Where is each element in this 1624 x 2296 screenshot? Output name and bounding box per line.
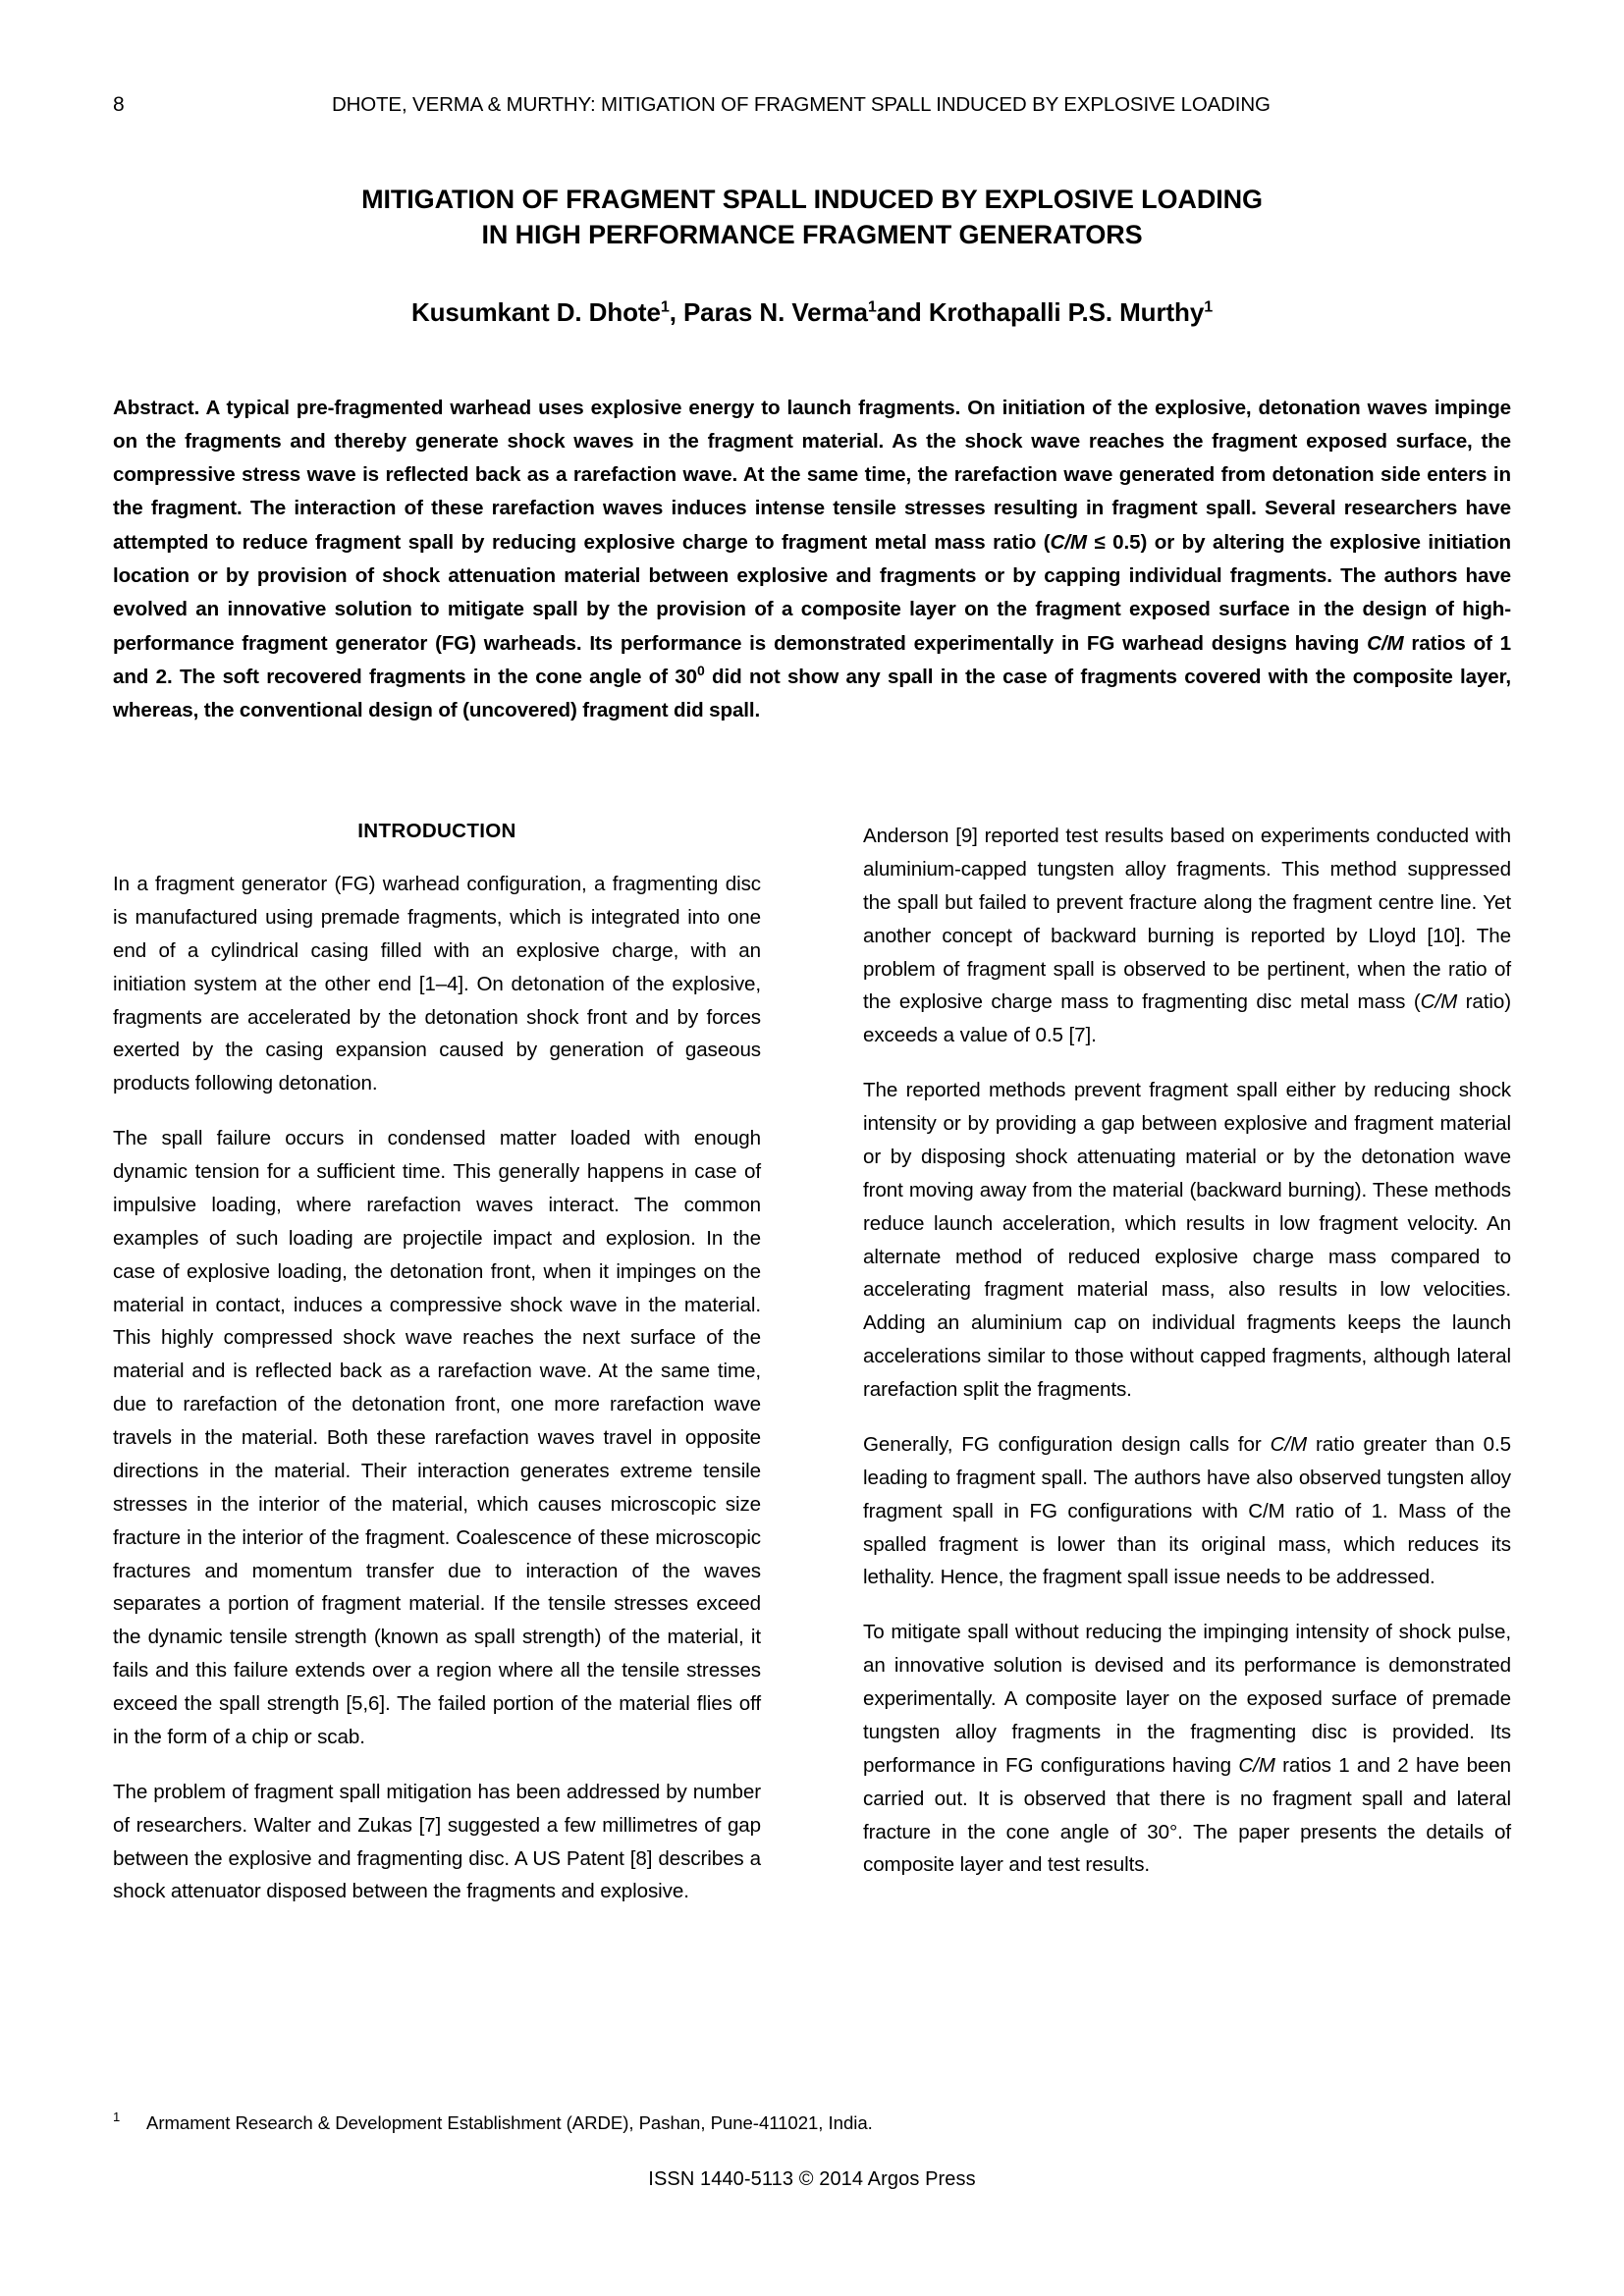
- body-columns: [113, 820, 1511, 2071]
- paragraph-text: To mitigate spall without reducing the impinging intensity of shock pulse, an innovative solution is devised and its performance is demonstrated experimentally. A composite layer on the exposed surface of premade tungsten alloy fragments in the fragmenting disc is provided. Its performance in FG configurations having: [863, 1621, 1511, 1777]
- paragraph: [863, 1074, 1511, 1407]
- paragraph-text: Anderson [9] reported test results based on experiments conducted with aluminium-capped tungsten alloy fragments. This method suppressed the spall but failed to prevent fracture along the fragment centre line. Yet another concept of backward burning is reported by Lloyd [10]. The problem of fragment spall is observed to be pertinent, when the ratio of the explosive charge mass to fragmenting disc metal mass (: [863, 825, 1511, 1014]
- abstract-text-part-3: ratios of 1 and 2. The soft recovered fragments in the cone angle of 30: [113, 631, 1512, 688]
- paragraph-text-cont: ratio greater than 0.5 leading to fragment spall. The authors have also observed tungsten alloy fragment spall in FG configurations with C/M ratio of 1. Mass of the spalled fragment is lower than its original mass, which reduces its lethality. Hence, the fragment spall issue needs to be addressed.: [863, 1432, 1511, 1589]
- paragraph-text: Generally, FG configuration design calls for: [863, 1432, 1271, 1456]
- right-column: [863, 820, 1511, 2071]
- footnote: [113, 2110, 1193, 2137]
- paragraph: The spall failure occurs in condensed matter loaded with enough dynamic tension for a sufficient time. This generally happens in case of impulsive loading, where rarefaction waves interact. The common examples of such loading are projectile impact and explosion. In the case of explosive loading, the detonation front, when it impinges on the material in contact, induces a compressive shock wave in the material. This highly compressed shock wave reaches the next surface of the material and is reflected back as a rarefaction wave. At the same time, due to rarefaction of the detonation front, one more rarefaction wave travels in the material. Both these rarefaction waves travel in opposite directions in the material. Their interaction generates extreme tensile stresses in the interior of the material, which causes microscopic size fracture in the interior of the fragment. Coalescence of these microscopic fractures and momentum transfer due to interaction of the waves separates a portion of fragment material. If the tensile stresses exceed the dynamic tensile strength (known as spall strength) of the material, it fails and this failure extends over a region where all the tensile stresses exceed the spall strength [5,6]. The failed portion of the material flies off in the form of a chip or scab.: [113, 1127, 761, 1748]
- page-number: 8: [113, 93, 125, 116]
- author-list: [128, 297, 1496, 328]
- paragraph: In a fragment generator (FG) warhead configuration, a fragmenting disc is manufactured using premade fragments, which is integrated into one end of a cylindrical casing filled with an explosive charge, with an initiation system at the other end [1–4]. On detonation of the explosive, fragments are accelerated by the detonation shock front and by forces exerted by the casing expansion caused by generation of gaseous products following detonation.: [113, 873, 761, 1095]
- page-title: [157, 183, 1467, 253]
- author-3-name: Krothapalli P.S. Murthy: [928, 297, 1205, 327]
- author-2-affiliation-marker: 1: [867, 297, 877, 316]
- issn-footer: ISSN 1440-5113 © 2014 Argos Press: [648, 2168, 976, 2190]
- paragraph-text-cont: ratios 1 and 2 have been carried out. It is observed that there is no fragment spall and lateral fracture in the cone angle of 30°. The paper presents the details of composite layer and test results.: [863, 1753, 1511, 1877]
- author-2-name: Paras N. Verma: [682, 297, 868, 327]
- abstract-ratio-symbol-2: C/M: [1367, 631, 1404, 655]
- author-separator-1: ,: [669, 297, 683, 327]
- ratio-symbol: C/M: [1420, 990, 1458, 1014]
- footnote-text: Armament Research & Development Establishment (ARDE), Pashan, Pune-411021, India.: [146, 2112, 873, 2133]
- author-1-name: Kusumkant D. Dhote: [410, 297, 661, 327]
- running-header: [113, 93, 1511, 119]
- abstract-ratio-symbol-1: C/M: [1050, 530, 1087, 554]
- section-heading-introduction: INTRODUCTION: [357, 820, 516, 842]
- ratio-symbol: C/M: [1238, 1753, 1275, 1777]
- abstract-label: Abstract.: [113, 396, 200, 419]
- paragraph: [863, 820, 1511, 1052]
- title-line-1: MITIGATION OF FRAGMENT SPALL INDUCED BY EXPLOSIVE LOADING: [361, 185, 1263, 214]
- title-line-2: IN HIGH PERFORMANCE FRAGMENT GENERATORS: [481, 219, 1143, 249]
- ratio-symbol: C/M: [1270, 1432, 1308, 1456]
- paragraph: [863, 1428, 1511, 1594]
- abstract: [113, 392, 1511, 728]
- running-title: DHOTE, VERMA & MURTHY: MITIGATION OF FRAGMENT SPALL INDUCED BY EXPLOSIVE LOADING: [331, 93, 1271, 116]
- footnote-marker: 1: [113, 2109, 121, 2124]
- paragraph: The problem of fragment spall mitigation has been addressed by number of researchers. Walter and Zukas [7] suggested a few millimetres of gap between the explosive and fragmenting disc. A US Patent [8] describes a shock attenuator disposed between the fragments and explosive.: [113, 1780, 761, 1903]
- abstract-degree-marker: 0: [696, 662, 705, 678]
- author-separator-2: and: [876, 297, 929, 327]
- abstract-text-part-1: A typical pre-fragmented warhead uses explosive energy to launch fragments. On initiation of the explosive, detonation waves impinge on the fragments and thereby generate shock waves in the fragment material. As the shock wave reaches the fragment exposed surface, the compressive stress wave is reflected back as a rarefaction wave. At the same time, the rarefaction wave generated from detonation side enters in the fragment. The interaction of these rarefaction waves induces intense tensile stresses resulting in fragment spall. Several researchers have attempted to reduce fragment spall by reducing explosive charge to fragment metal mass ratio (: [113, 396, 1511, 554]
- paragraph-text-cont: ratio) exceeds a value of 0.5 [7].: [863, 990, 1511, 1047]
- author-3-affiliation-marker: 1: [1204, 297, 1214, 316]
- paragraph-text: The reported methods prevent fragment spall either by reducing shock intensity or by providing a gap between explosive and fragment material or by disposing shock attenuating material or by the detonation wave front moving away from the material (backward burning). These methods reduce launch acceleration, which results in low fragment velocity. An alternate method of reduced explosive charge mass compared to accelerating fragment material mass, also results in low velocities. Adding an aluminium cap on individual fragments keeps the launch accelerations similar to those without capped fragments, although lateral rarefaction split the fragments.: [863, 1079, 1511, 1401]
- paragraph: [863, 1616, 1511, 1882]
- author-1-affiliation-marker: 1: [660, 297, 670, 316]
- left-column: [113, 820, 761, 2071]
- abstract-text-part-4: did not show any spall in the case of fragments covered with the composite layer, whereas, the conventional design of (uncovered) fragment did spall.: [113, 665, 1511, 722]
- abstract-text-part-2: ≤ 0.5) or by altering the explosive initiation location or by provision of shock attenuation material between explosive and fragments or by capping individual fragments. The authors have evolved an innovative solution to mitigate spall by the provision of a composite layer on the fragment exposed surface in the design of high-performance fragment generator (FG) warheads. Its performance is demonstrated experimentally in FG warhead designs having: [113, 530, 1512, 655]
